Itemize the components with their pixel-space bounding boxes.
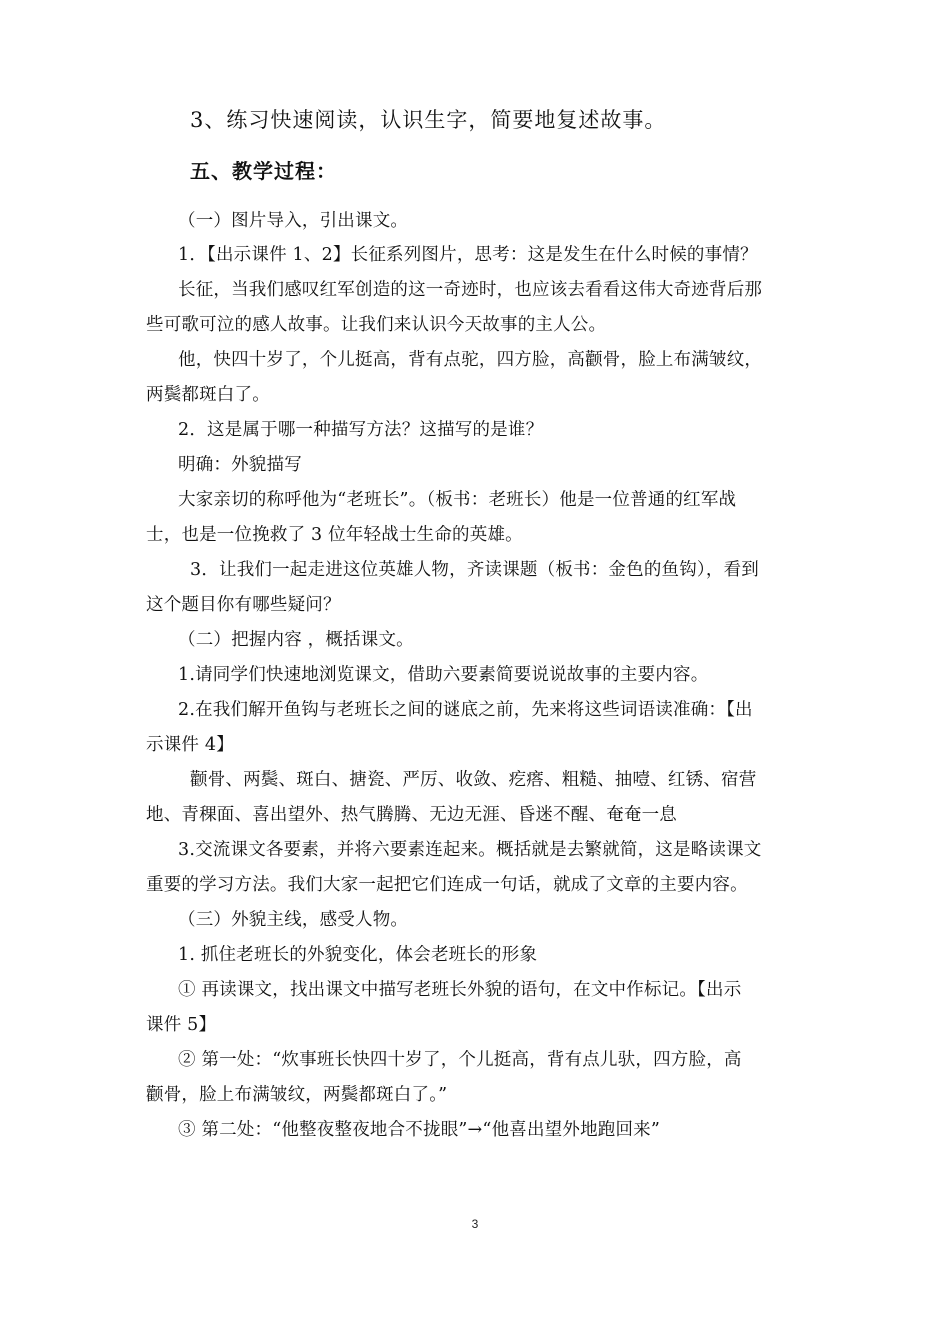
paragraph-line: 士，也是一位挽救了 3 位年轻战士生命的英雄。 (146, 525, 523, 545)
subsection-heading: （三）外貌主线，感受人物。 (178, 910, 409, 930)
vocabulary-line: 地、青稞面、喜出望外、热气腾腾、无边无涯、昏迷不醒、奄奄一息 (146, 805, 677, 825)
paragraph-line: 长征，当我们感叹红军创造的这一奇迹时，也应该去看看这伟大奇迹背后那 (178, 280, 763, 300)
page-number: 3 (471, 1217, 479, 1231)
paragraph-line: ② 第一处：“炊事班长快四十岁了，个儿挺高，背有点儿驮，四方脸，高 (178, 1050, 742, 1070)
paragraph-line: 两鬓都斑白了。 (146, 385, 270, 405)
paragraph-line: 2.在我们解开鱼钩与老班长之间的谜底之前，先来将这些词语读准确：【出 (178, 700, 753, 720)
subsection-heading: （二）把握内容 ，概括课文。 (178, 630, 414, 650)
paragraph-line: ① 再读课文，找出课文中描写老班长外貌的语句，在文中作标记。【出示 (178, 980, 742, 1000)
paragraph-line: ③ 第二处：“他整夜整夜地合不拢眼”→“他喜出望外地跑回来” (178, 1120, 661, 1140)
subsection-heading: （一）图片导入，引出课文。 (178, 211, 409, 231)
paragraph-line: 1.请同学们快速地浏览课文，借助六要素简要说说故事的主要内容。 (178, 665, 709, 685)
section-heading: 五、教学过程： (190, 159, 337, 183)
paragraph-line: 示课件 4】 (146, 735, 234, 755)
paragraph-line: 他，快四十岁了，个儿挺高，背有点驼，四方脸，高颧骨，脸上布满皱纹， (178, 350, 763, 370)
paragraph-line: 大家亲切的称呼他为“老班长”。（板书：老班长）他是一位普通的红军战 (178, 490, 737, 510)
paragraph-line: 重要的学习方法。我们大家一起把它们连成一句话，就成了文章的主要内容。 (146, 875, 748, 895)
paragraph-line: 些可歌可泣的感人故事。让我们来认识今天故事的主人公。 (146, 315, 607, 335)
paragraph-line: 这个题目你有哪些疑问？ (146, 595, 341, 615)
paragraph-line: 1．【出示课件 1、2】长征系列图片，思考：这是发生在什么时候的事情？ (178, 245, 758, 265)
paragraph-line: 颧骨，脸上布满皱纹，两鬓都斑白了。” (146, 1085, 448, 1105)
paragraph-line: 3．让我们一起走进这位英雄人物，齐读课题（板书：金色的鱼钩），看到 (190, 560, 759, 580)
objective-3-line: 3、练习快速阅读，认识生字，简要地复述故事。 (190, 108, 667, 132)
paragraph-line: 1. 抓住老班长的外貌变化，体会老班长的形象 (178, 945, 538, 965)
paragraph-line: 3.交流课文各要素，并将六要素连起来。概括就是去繁就简，这是略读课文 (178, 840, 762, 860)
paragraph-line: 课件 5】 (146, 1015, 217, 1035)
paragraph-line: 2．这是属于哪一种描写方法？这描写的是谁？ (178, 420, 544, 440)
vocabulary-line: 颧骨、两鬓、斑白、搪瓷、严厉、收敛、疙瘩、粗糙、抽噎、红锈、宿营 (190, 770, 757, 790)
paragraph-line: 明确：外貌描写 (178, 455, 302, 475)
